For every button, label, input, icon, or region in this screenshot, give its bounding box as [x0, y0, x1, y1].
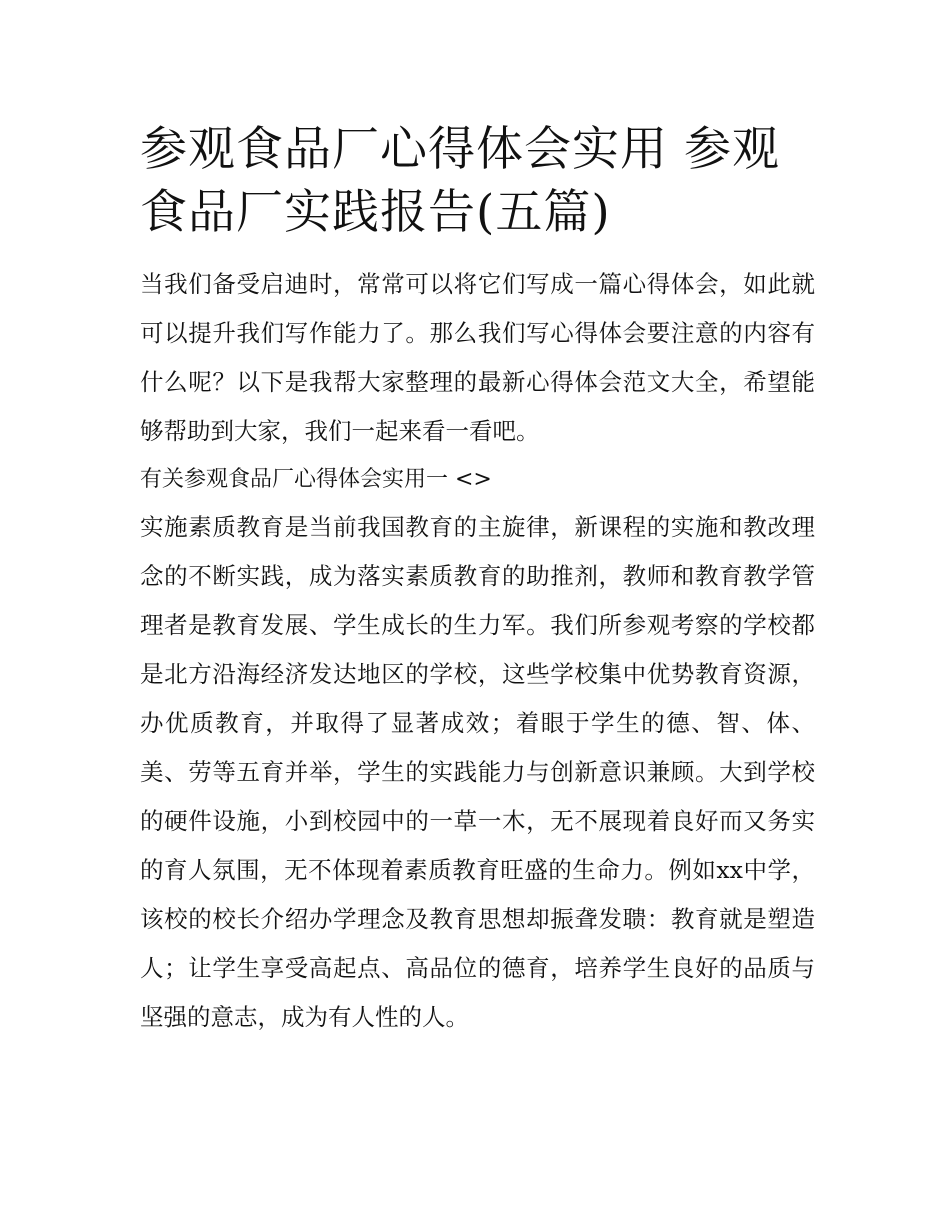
document-body [140, 260, 815, 1042]
intro-paragraph: 当我们备受启迪时，常常可以将它们写成一篇心得体会，如此就可以提升我们写作能力了。那么我们写心得体会要注意的内容有什么呢？以下是我帮大家整理的最新心得体会范文大全，希望能够帮助到大家，我们一起来看一看吧。 [140, 270, 815, 445]
section-heading: 有关参观食品厂心得体会实用一 <> [140, 467, 492, 492]
document-content [140, 118, 815, 1042]
section-paragraph: 实施素质教育是当前我国教育的主旋律，新课程的实施和教改理念的不断实践，成为落实素质教育的助推剂，教师和教育教学管理者是教育发展、学生成长的生力军。我们所参观考察的学校都是北方沿海经济发达地区的学校，这些学校集中优势教育资源，办优质教育，并取得了显著成效；着眼于学生的德、智、体、美、劳等五育并举，学生的实践能力与创新意识兼顾。大到学校的硬件设施，小到校园中的一草一木，无不展现着良好而又务实的育人氛围，无不体现着素质教育旺盛的生命力。例如xx中学，该校的校长介绍办学理念及教育思想却振聋发聩：教育就是塑造人；让学生享受高起点、高品位的德育，培养学生良好的品质与坚强的意志，成为有人性的人。 [140, 513, 815, 1031]
document-title: 参观食品厂心得体会实用 参观食品厂实践报告(五篇) [140, 122, 780, 240]
